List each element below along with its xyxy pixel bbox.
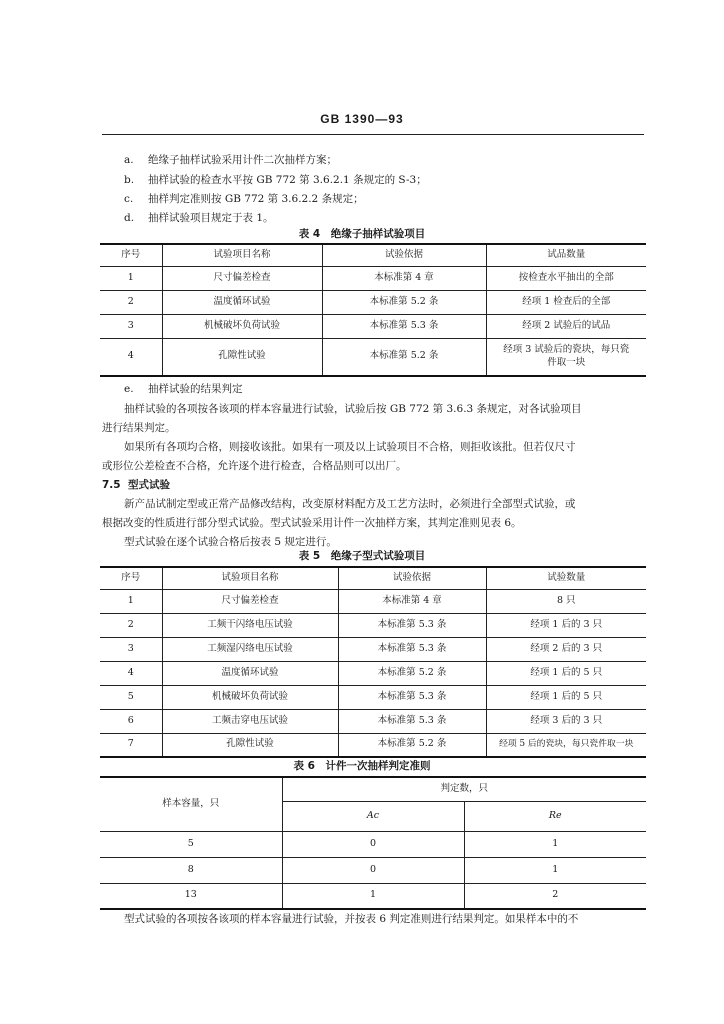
table-row (100, 613, 646, 637)
table-cell: 本标准第 4 章 (322, 266, 486, 290)
table-cell: 温度循环试验 (162, 661, 338, 685)
table-cell: 本标准第 5.2 条 (322, 290, 486, 314)
table-cell: 1 (100, 266, 162, 290)
table-row (100, 883, 646, 909)
table-cell: 1 (100, 589, 162, 613)
table-cell: 机械破坏负荷试验 (162, 685, 338, 709)
list-item-a (124, 152, 337, 167)
table4 (100, 243, 646, 377)
paragraph-line: 型式试验的各项按各该项的样本容量进行试验，并按表 6 判定准则进行结果判定。如果样本中的不 (124, 913, 579, 925)
table4-header-quantity: 试品数量 (486, 244, 646, 266)
table-cell: 0 (282, 857, 464, 883)
paragraph-line: 进行结果判定。 (102, 422, 176, 434)
paragraph-line: 抽样试验的各项按各该项的样本容量进行试验，试验后按 GB 772 第 3.6.3 条规定，对各试验项目 (124, 403, 582, 415)
table5-header-index: 序号 (100, 567, 162, 589)
table5-header-quantity: 试验数量 (486, 567, 646, 589)
table-cell: 经项 3 后的 3 只 (486, 709, 646, 733)
table6 (100, 776, 646, 910)
table-row (100, 637, 646, 661)
list-mark: a. (124, 154, 134, 166)
list-text: 抽样试验的检查水平按 GB 772 第 3.6.2.1 条规定的 S-3； (148, 174, 427, 186)
table-row (100, 733, 646, 757)
table-cell: 尺寸偏差检查 (162, 266, 322, 290)
table-cell: 经项 1 后的 5 只 (486, 685, 646, 709)
table-cell: 2 (100, 290, 162, 314)
paragraph-line: 如果所有各项均合格，则接收该批。如果有一项及以上试验项目不合格，则拒收该批。但若仅尺寸 (124, 441, 576, 453)
list-mark: b. (124, 174, 135, 186)
table-cell: 4 (100, 661, 162, 685)
table-cell: 5 (100, 685, 162, 709)
table-cell: 本标准第 5.2 条 (322, 338, 486, 376)
table-cell: 本标准第 5.3 条 (338, 613, 486, 637)
table-cell: 机械破坏负荷试验 (162, 314, 322, 338)
standard-header: GB 1390—93 (320, 112, 404, 126)
table4-header-basis: 试验依据 (322, 244, 486, 266)
table-cell: 本标准第 5.3 条 (338, 709, 486, 733)
table-cell: 本标准第 5.3 条 (338, 637, 486, 661)
table-cell: 本标准第 5.3 条 (322, 314, 486, 338)
table-cell: 0 (282, 831, 464, 857)
table-cell: 2 (100, 613, 162, 637)
list-mark: c. (124, 193, 134, 205)
table-cell: 按检查水平抽出的全部 (486, 266, 646, 290)
table-cell: 13 (100, 883, 282, 909)
table-cell: 经项 5 后的瓷块，每只瓷件取一块 (486, 733, 646, 757)
table-cell: 温度循环试验 (162, 290, 322, 314)
table-cell: 经项 1 后的 3 只 (486, 613, 646, 637)
table-row (100, 709, 646, 733)
table6-caption: 表 6 计件一次抽样判定准则 (293, 760, 431, 772)
table-cell: 3 (100, 314, 162, 338)
table-cell: 经项 3 试验后的瓷块，每只瓷件取一块 (486, 338, 646, 376)
table-row (100, 831, 646, 857)
section-number: 7.5 (102, 479, 121, 491)
table-cell: 工频击穿电压试验 (162, 709, 338, 733)
table-cell: 3 (100, 637, 162, 661)
table-cell: 7 (100, 733, 162, 757)
table4-caption: 表 4 绝缘子抽样试验项目 (298, 228, 426, 240)
table-cell: 工频湿闪络电压试验 (162, 637, 338, 661)
table-cell: 经项 1 后的 5 只 (486, 661, 646, 685)
list-mark: d. (124, 212, 135, 224)
table-cell: 孔隙性试验 (162, 338, 322, 376)
table-row (100, 266, 646, 290)
table5 (100, 566, 646, 758)
table-row (100, 338, 646, 376)
paragraph-line: 型式试验在逐个试验合格后按表 5 规定进行。 (124, 536, 337, 548)
table-row (100, 314, 646, 338)
table6-header-sample-size: 样本容量，只 (100, 777, 282, 831)
table-cell: 工频干闪络电压试验 (162, 613, 338, 637)
list-item-c (124, 191, 364, 206)
table-cell: 8 (100, 857, 282, 883)
table-cell: 本标准第 4 章 (338, 589, 486, 613)
table-cell: 本标准第 5.3 条 (338, 685, 486, 709)
table-cell: 1 (464, 831, 646, 857)
table-cell: 经项 2 后的 3 只 (486, 637, 646, 661)
table-row (100, 290, 646, 314)
table-cell: 6 (100, 709, 162, 733)
section-e (124, 381, 243, 396)
table4-header-index: 序号 (100, 244, 162, 266)
table-cell: 1 (282, 883, 464, 909)
table-cell: 尺寸偏差检查 (162, 589, 338, 613)
list-item-d (124, 210, 274, 225)
list-text: 抽样试验项目规定于表 1。 (148, 212, 274, 224)
paragraph-line: 根据改变的性质进行部分型式试验。型式试验采用计件一次抽样方案，其判定准则见表 6。 (102, 517, 522, 529)
list-item-b (124, 172, 427, 187)
table-row (100, 661, 646, 685)
table-cell: 本标准第 5.2 条 (338, 661, 486, 685)
paragraph-line: 新产品试制定型或正常产品修改结构，改变原材料配方及工艺方法时，必须进行全部型式试验，或 (124, 498, 576, 510)
list-text: 抽样判定准则按 GB 772 第 3.6.2.2 条规定； (148, 193, 364, 205)
table-cell: 1 (464, 857, 646, 883)
table-cell: 经项 2 试验后的试品 (486, 314, 646, 338)
table-row (100, 685, 646, 709)
table6-header-ac: Ac (282, 801, 464, 831)
paragraph-line: 或形位公差检查不合格，允许逐个进行检查，合格品则可以出厂。 (102, 460, 407, 472)
table5-header-item: 试验项目名称 (162, 567, 338, 589)
table-cell: 2 (464, 883, 646, 909)
table-row (100, 857, 646, 883)
header-rule (102, 134, 644, 135)
list-text: 绝缘子抽样试验采用计件二次抽样方案； (148, 154, 337, 166)
section-e-title: 抽样试验的结果判定 (148, 383, 243, 395)
table6-header-re: Re (464, 801, 646, 831)
table-cell: 经项 1 检查后的全部 (486, 290, 646, 314)
table-cell: 8 只 (486, 589, 646, 613)
table-cell: 5 (100, 831, 282, 857)
table-cell: 孔隙性试验 (162, 733, 338, 757)
table4-header-item: 试验项目名称 (162, 244, 322, 266)
table6-header-judgement: 判定数，只 (282, 777, 646, 801)
table5-caption: 表 5 绝缘子型式试验项目 (298, 550, 426, 562)
table-cell: 4 (100, 338, 162, 376)
table-row (100, 589, 646, 613)
section-title: 型式试验 (128, 479, 170, 491)
list-mark: e. (124, 383, 134, 395)
table-cell: 本标准第 5.2 条 (338, 733, 486, 757)
table5-header-basis: 试验依据 (338, 567, 486, 589)
section-7-5-heading (102, 477, 170, 492)
